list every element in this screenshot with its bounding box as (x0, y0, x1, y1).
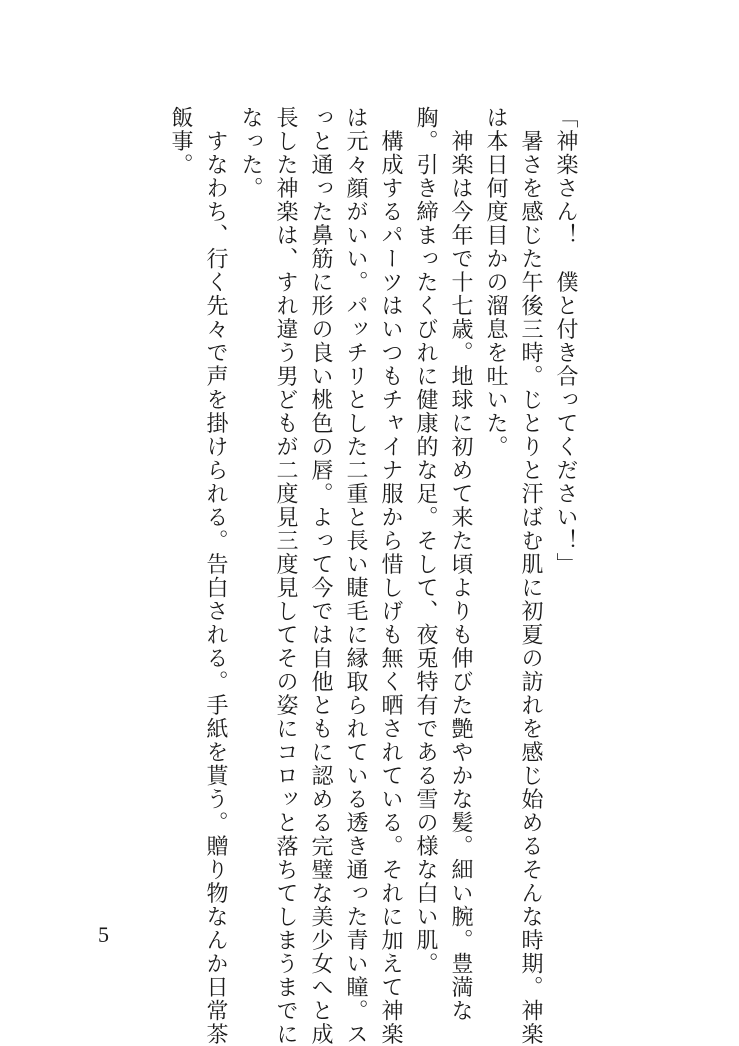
paragraph-line: 構成するパーツはいつもチャイナ服から惜しげも無く晒されている。それに加えて神楽 (378, 106, 403, 1046)
paragraph-line: 長した神楽は、すれ違う男どもが二度見三度見してその姿にコロッと落ちてしまうまでに (273, 106, 298, 1046)
paragraph-line: 胸。引き締まったくびれに健康的な足。そして、夜兎特有である雪の様な白い肌。 (413, 106, 438, 976)
paragraph-line: なった。 (238, 106, 263, 200)
dialogue-line: 「神楽さん！ 僕と付き合ってください！」 (553, 106, 578, 576)
paragraph-line: は元々顔がいい。パッチリとした二重と長い睫毛に縁取られている透き通った青い瞳。ス (343, 106, 368, 1046)
paragraph-line: 飯事。 (168, 106, 193, 177)
paragraph-line: すなわち、行く先々で声を掛けられる。告白される。手紙を貰う。贈り物なんか日常茶 (203, 106, 228, 1046)
paragraph-line: 神楽は今年で十七歳。地球に初めて来た頃よりも伸びた艶やかな髪。細い腕。豊満な (448, 106, 473, 1023)
paragraph-line: は本日何度目かの溜息を吐いた。 (483, 106, 508, 459)
page-number: 5 (98, 922, 109, 947)
paragraph-line: 暑さを感じた午後三時。じとりと汗ばむ肌に初夏の訪れを感じ始めるそんな時期。神楽 (518, 106, 543, 1046)
paragraph-line: っと通った鼻筋に形の良い桃色の唇。よって今では自他ともに認める完璧な美少女へと成 (308, 106, 333, 1046)
vertical-text-body (163, 106, 583, 1046)
